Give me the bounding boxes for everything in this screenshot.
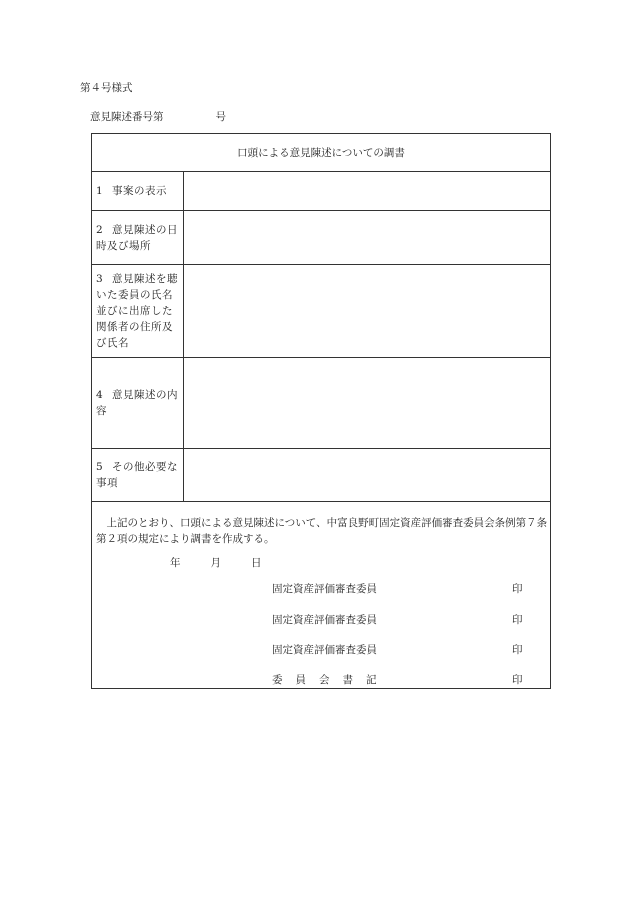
footer-section: [92, 502, 551, 689]
signer-title: 固定資産評価審査委員: [272, 583, 377, 595]
signer-line: [272, 581, 522, 596]
table-title: 口頭による意見陳述についての調書: [92, 134, 551, 172]
statement-text: 上記のとおり、口頭による意見陳述について、中富良野町固定資産評価審査委員会条例第７条第２項の規定により調書を作成する。: [96, 517, 548, 545]
record-table: [91, 133, 551, 689]
date-line: [170, 555, 262, 570]
signer-line: [272, 672, 522, 687]
row-value-attendees: [184, 265, 551, 358]
row-label-case: 1 事案の表示: [92, 172, 184, 211]
row-value-other: [184, 449, 551, 502]
signer-title: 固定資産評価審査委員: [272, 644, 377, 656]
seal-mark: 印: [512, 674, 523, 686]
row-label-content: 4 意見陳述の内容: [92, 358, 184, 449]
form-number: 第４号様式: [80, 82, 133, 94]
row-value-datetime-place: [184, 211, 551, 265]
date-month-label: 月: [210, 557, 221, 569]
row-value-content: [184, 358, 551, 449]
date-day-label: 日: [251, 557, 262, 569]
signer-title: 固定資産評価審査委員: [272, 614, 377, 626]
seal-mark: 印: [512, 614, 523, 626]
date-year-label: 年: [170, 557, 181, 569]
signer-line: [272, 642, 522, 657]
clerk-title: 委員会書記: [272, 674, 390, 686]
row-value-case: [184, 172, 551, 211]
opinion-number-suffix: 号: [215, 111, 226, 123]
row-label-other: 5 その他必要な事項: [92, 449, 184, 502]
row-label-attendees: 3 意見陳述を聴いた委員の氏名並びに出席した関係者の住所及び氏名: [92, 265, 184, 358]
opinion-number-line: [90, 109, 226, 124]
row-label-datetime-place: 2 意見陳述の日時及び場所: [92, 211, 184, 265]
seal-mark: 印: [512, 644, 523, 656]
opinion-number-prefix: 意見陳述番号第: [90, 111, 164, 123]
seal-mark: 印: [512, 583, 523, 595]
signer-line: [272, 612, 522, 627]
